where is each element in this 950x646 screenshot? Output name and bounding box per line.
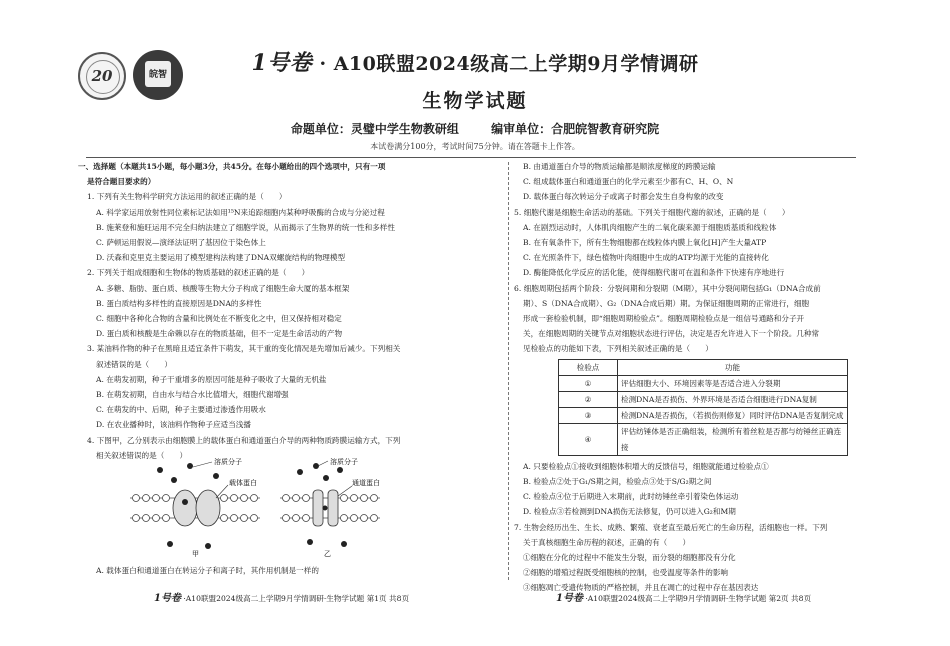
carrier-protein-1 (173, 490, 197, 526)
label-jia: 甲 (192, 550, 199, 558)
question-3: 3. 某油料作物的种子在黑暗且适宜条件下萌发，其干重的变化情况是先增加后减少。下列相关 (87, 344, 401, 354)
table-header (559, 359, 848, 375)
option-4b: B. 由通道蛋白介导的物质运输都是顺浓度梯度的跨膜运输 (523, 162, 716, 171)
option-1c: C. 萨顿运用假说—演绎法证明了基因位于染色体上 (96, 238, 266, 248)
channel-protein-left (313, 490, 323, 526)
carrier-protein-2 (196, 490, 220, 526)
exam-title (0, 46, 950, 77)
label-solute-jia: 溶质分子 (214, 458, 242, 466)
option-5c: C. 在光照条件下，绿色植物叶肉细胞中生成的ATP均源于光能的直接转化 (523, 253, 769, 263)
row-value: 检测DNA是否损伤、外界环境是否适合细胞进行DNA复制 (618, 392, 848, 408)
brand-mark: 1号卷 (251, 50, 313, 76)
header-function: 功能 (618, 359, 848, 375)
table-row (559, 375, 848, 391)
question-6-l3: 形成一套检验机制，即“细胞周期检验点”。细胞周期检验点是一组信号通路和分子开 (523, 314, 805, 324)
statement-7-3: ③细胞凋亡受遗传物质的严格控制，并且在凋亡的过程中存在基因表达 (523, 583, 759, 593)
question-4-cont: 相关叙述错误的是（ ） (96, 450, 188, 460)
solute-pointer-yi (318, 461, 328, 466)
option-1a: A. 科学家运用放射性同位素标记法如用¹⁵N来追踪细胞内某种呼吸酶的合成与分泌过程 (96, 207, 385, 217)
row-value: 评估纺锤体是否正确组装，检测所有着丝粒是否都与纺锤丝正确连接 (618, 424, 848, 455)
row-value: 检测DNA是否损伤，（若损伤则修复）同时评估DNA是否复制完成 (618, 408, 848, 424)
option-5b: B. 在有氧条件下，所有生物细胞都在线粒体内膜上氧化[H]产生大量ATP (523, 238, 767, 248)
table-row (559, 408, 848, 424)
option-4c: C. 组成载体蛋白和通道蛋白的化学元素至少都有C、H、O、N (523, 177, 734, 187)
proposer: 命题单位：灵璧中学生物教研组 (290, 122, 459, 136)
option-2d: D. 蛋白质和核酸是生命赖以存在的物质基础，但不一定是生命活动的产物 (96, 329, 343, 339)
footer-brand-left: 1号卷 (154, 593, 181, 604)
option-6c: C. 检验点④位于后期进入末期前，此时纺锤丝牵引着染色体运动 (523, 492, 739, 502)
transport-figure (130, 458, 390, 558)
footer-right (556, 589, 811, 604)
option-1b: B. 施莱登和施旺运用不完全归纳法建立了细胞学说，从而揭示了生物界的统一性和多样性 (96, 222, 395, 232)
option-2a: A. 多糖、脂肪、蛋白质、核酸等生物大分子构成了细胞生命大厦的基本框架 (96, 283, 350, 293)
option-2b: B. 蛋白质结构多样性的直接原因是DNA的多样性 (96, 298, 262, 308)
option-3b: B. 在萌发初期，自由水与结合水比值增大，细胞代谢增强 (96, 390, 289, 400)
right-column (514, 159, 866, 596)
title-dot: · (319, 53, 327, 75)
question-4a-wrap (78, 563, 500, 578)
row-key: ④ (559, 424, 618, 455)
exam-note: 本试卷满分100分，考试时间75分钟。请在答题卡上作答。 (370, 142, 580, 151)
section-heading: 一、选择题（本题共15小题，每小题3分，共45分。在每小题给出的四个选项中，只有一项 (78, 162, 386, 171)
question-6-l5: 见检验点的功能如下表，下列相关叙述正确的是（ ） (523, 344, 713, 354)
table-row (559, 424, 848, 455)
solute-pointer-jia (193, 462, 212, 467)
question-6-l2: 期）、S（DNA合成期）、G₂（DNA合成后期）期。为保证细胞周期的正常进行，细胞 (523, 298, 810, 308)
exam-subtitle: 生物学试题 (422, 90, 528, 112)
option-3d: D. 在农业播种时，该油料作物种子应适当浅播 (96, 420, 251, 430)
checkpoint-table (558, 359, 848, 456)
option-5a: A. 在剧烈运动时，人体肌肉细胞产生的二氧化碳来源于细胞质基质和线粒体 (523, 222, 777, 232)
label-yi: 乙 (324, 550, 331, 558)
table-row (559, 392, 848, 408)
footer-left (154, 589, 409, 604)
left-column (78, 159, 500, 463)
statement-7-1: ①细胞在分化的过程中不能发生分裂，而分裂的细胞都没有分化 (523, 553, 736, 563)
option-1d: D. 沃森和克里克主要运用了模型建构法构建了DNA双螺旋结构的物理模型 (96, 253, 346, 263)
question-4: 4. 下图甲，乙分别表示由细胞膜上的载体蛋白和通道蛋白介导的两种物质跨膜运输方式，下列 (87, 435, 401, 445)
header-rule (86, 157, 856, 158)
section-heading-2: 是符合题目要求的） (87, 177, 156, 187)
statement-7-2: ②细胞的增殖过程既受细胞核的控制，也受温度等条件的影响 (523, 568, 729, 578)
footer-brand-right: 1号卷 (556, 593, 583, 604)
header-checkpoint: 检验点 (559, 359, 618, 375)
row-key: ① (559, 375, 618, 391)
footer-text-left: ·A10联盟2024级高二上学期9月学情调研·生物学试题 第1页 共8页 (183, 594, 410, 603)
institute-logo-text: 皖智 (148, 70, 167, 80)
footer-text-right: ·A10联盟2024级高二上学期9月学情调研·生物学试题 第2页 共8页 (585, 594, 812, 603)
question-6-l4: 关，在细胞周期的关键节点对细胞状态进行评估，决定是否允许进入下一个阶段。几种常 (523, 329, 820, 339)
label-solute-yi: 溶质分子 (330, 458, 358, 466)
option-3a: A. 在萌发初期，种子干重增多的原因可能是种子吸收了大量的无机盐 (96, 374, 327, 384)
row-value: 评估细胞大小、环境因素等是否适合进入分裂期 (618, 375, 848, 391)
label-carrier: 载体蛋白 (229, 479, 257, 487)
channel-protein-right (328, 490, 338, 526)
question-2: 2. 下列关于组成细胞和生物体的物质基础的叙述正确的是（ ） (87, 268, 310, 278)
option-2c: C. 细胞中各种化合物的含量和比例处在不断变化之中，但又保持相对稳定 (96, 314, 342, 324)
label-channel: 通道蛋白 (352, 479, 380, 487)
units-line (0, 120, 950, 137)
option-4d: D. 载体蛋白每次转运分子或离子时都会发生自身构象的改变 (523, 192, 724, 202)
reviewer: 编审单位：合肥皖智教育研究院 (491, 122, 660, 136)
question-1: 1. 下列有关生物科学研究方法运用的叙述正确的是（ ） (87, 192, 287, 202)
title-text: A10联盟2024级高二上学期9月学情调研 (333, 53, 699, 75)
column-divider (508, 162, 509, 580)
option-4a: A. 载体蛋白和通道蛋白在转运分子和离子时，其作用机制是一样的 (96, 566, 319, 575)
row-key: ② (559, 392, 618, 408)
row-key: ③ (559, 408, 618, 424)
option-6d: D. 检验点③若检测到DNA损伤无法修复，仍可以进入G₂和M期 (523, 507, 736, 517)
option-6a: A. 只要检验点①接收到细胞体积增大的反馈信号，细胞就能通过检验点① (523, 461, 769, 471)
question-7-l2: 关于真核细胞生命历程的叙述，正确的有（ ） (523, 537, 691, 547)
option-3c: C. 在萌发的中、后期，种子主要通过渗透作用吸水 (96, 405, 266, 415)
question-6: 6. 细胞周期包括两个阶段：分裂间期和分裂期（M期），其中分裂间期包括G₁（DNA合成前 (514, 283, 821, 293)
option-6b: B. 检验点②处于G₁/S期之间，检验点③处于S/G₂期之间 (523, 477, 712, 487)
school-logo-text: 20 (91, 67, 113, 85)
question-5: 5. 细胞代谢是细胞生命活动的基础。下列关于细胞代谢的叙述，正确的是（ ） (514, 207, 790, 217)
option-5d: D. 酶能降低化学反应的活化能，使得细胞代谢可在温和条件下快速有序地进行 (523, 268, 785, 278)
question-3-cont: 叙述错误的是（ ） (96, 359, 172, 369)
question-7: 7. 生物会经历出生、生长、成熟、繁殖、衰老直至最后死亡的生命历程，活细胞也一样。下列 (514, 522, 828, 532)
